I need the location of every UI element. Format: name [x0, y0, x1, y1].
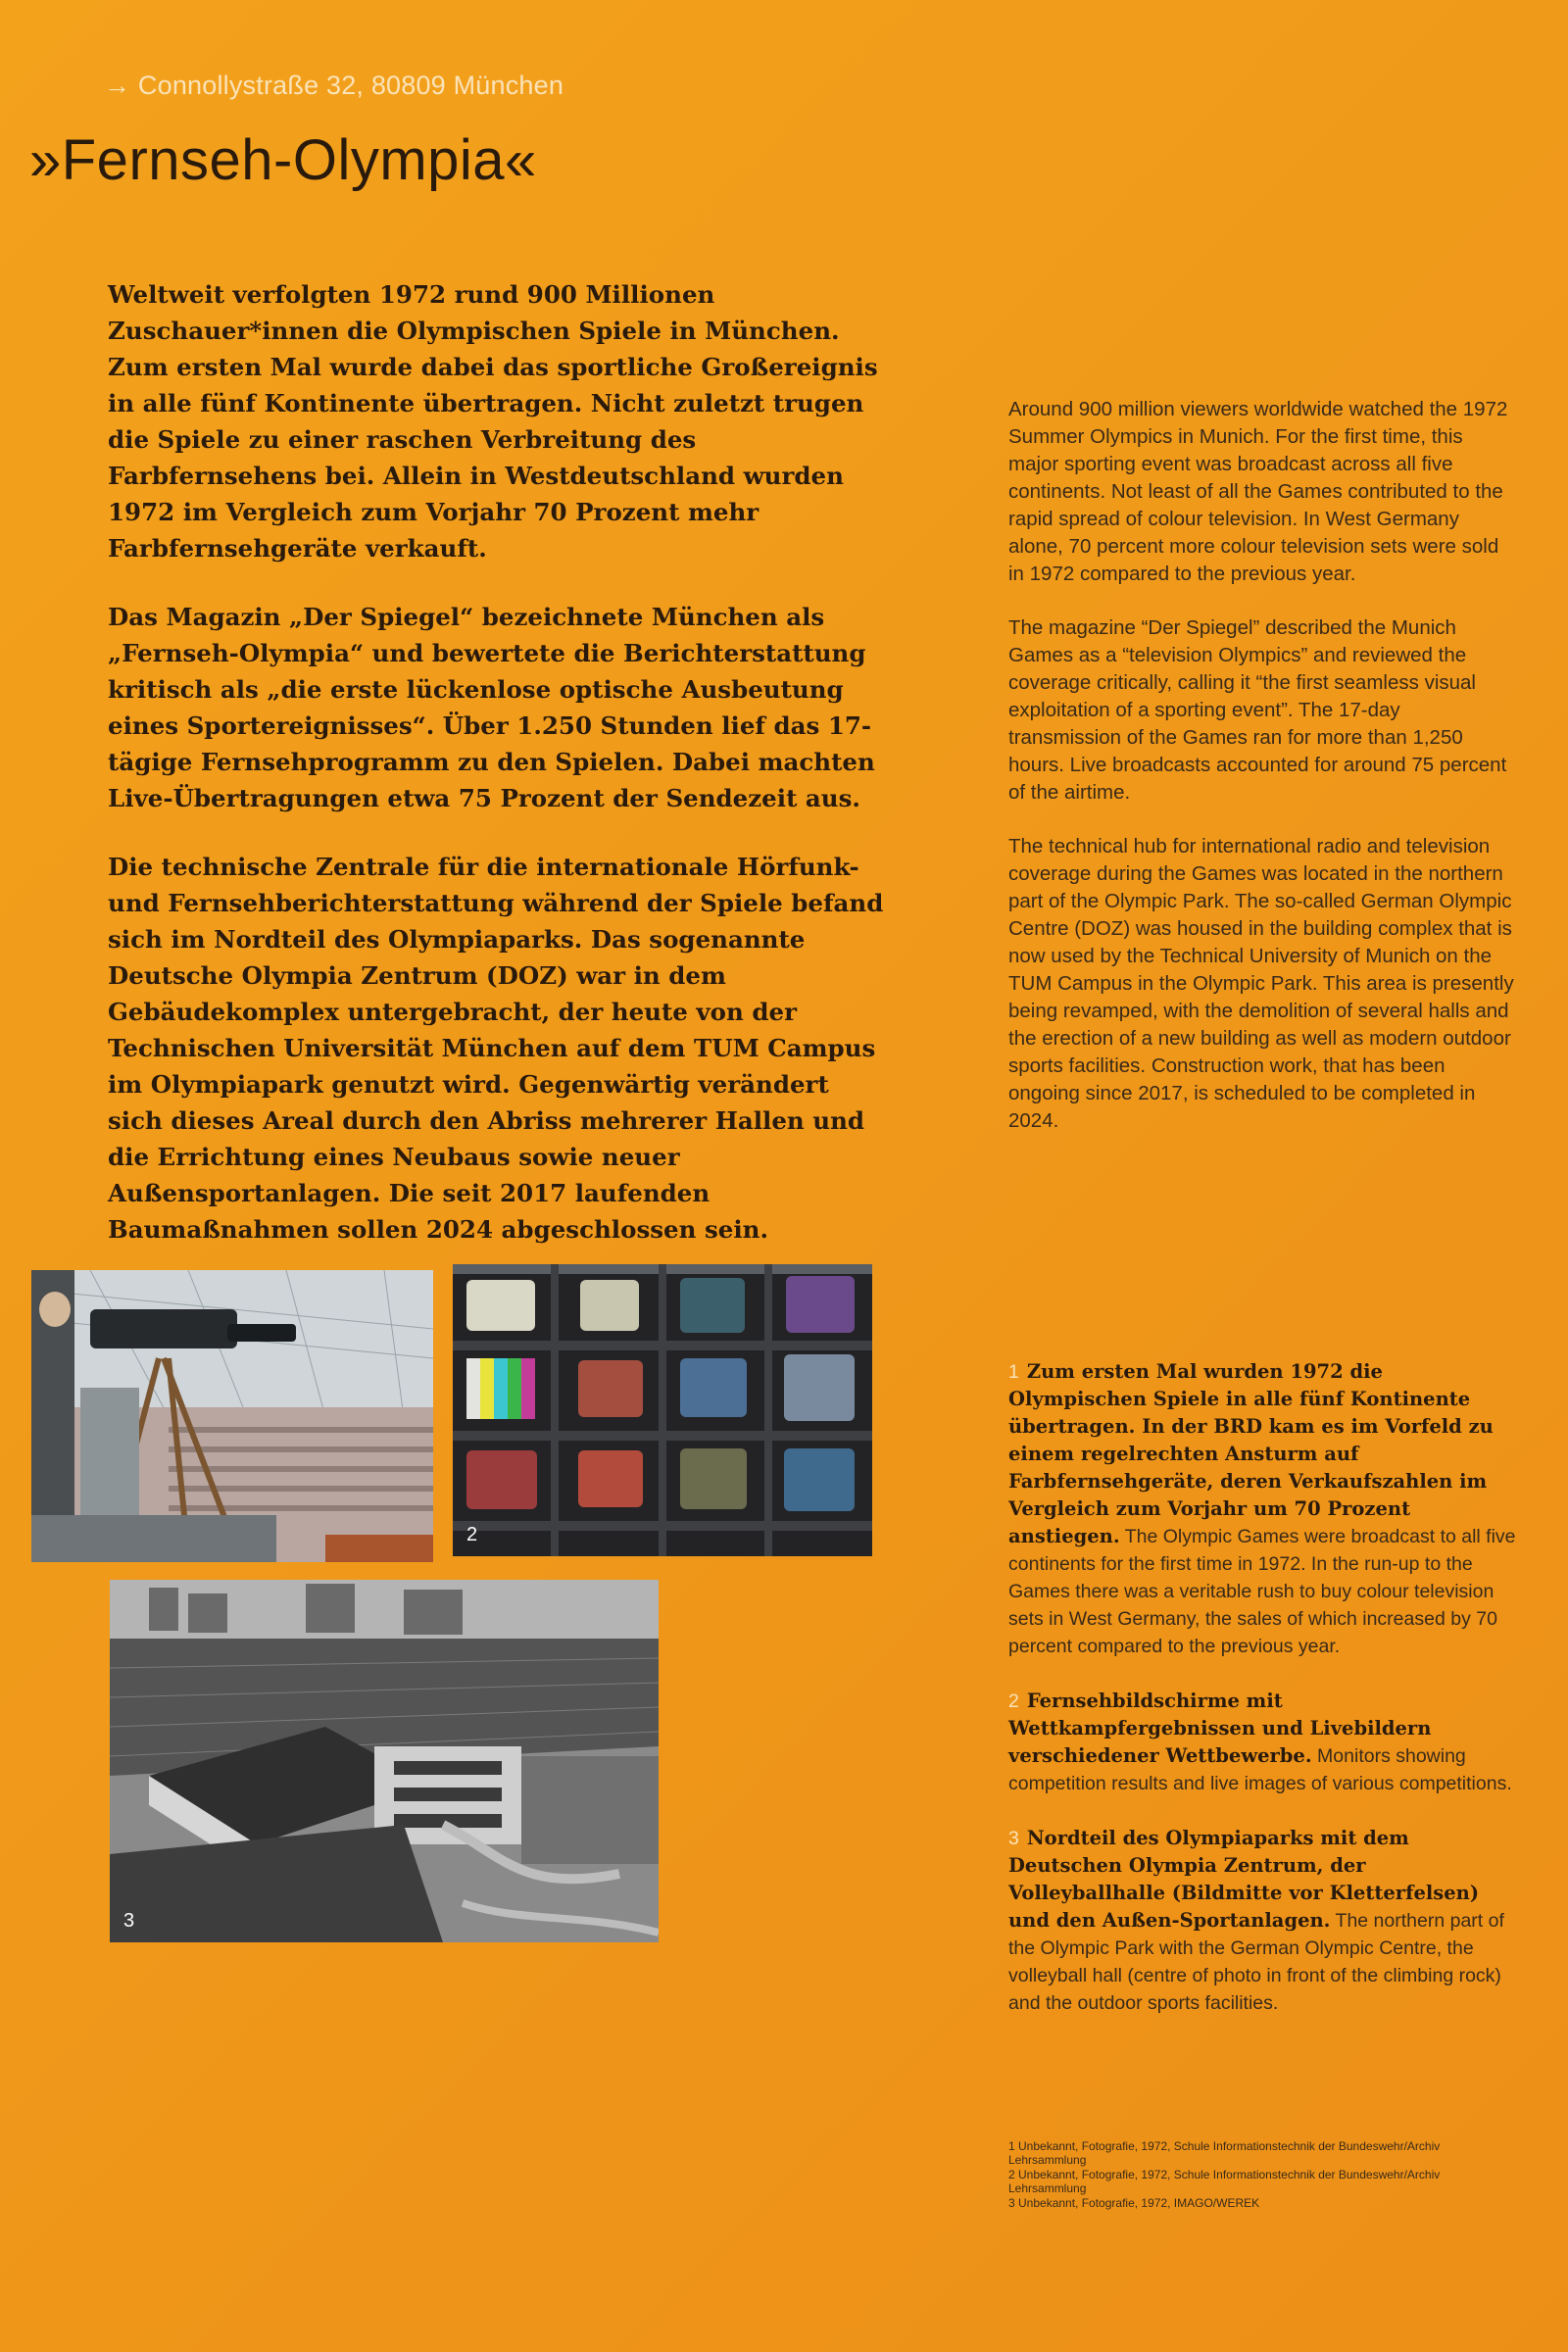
caption-2-number: 2: [1008, 1690, 1019, 1712]
caption-2-german: Fernsehbildschirme mit Wettkampfergebnissen und Livebildern verschiedener Wettbewerbe.: [1008, 1690, 1432, 1767]
photo-2-tv-monitors: [453, 1264, 872, 1556]
caption-2: [1008, 1688, 1518, 1797]
photo-3-olympic-park-aerial: [110, 1580, 659, 1942]
caption-1-number: 1: [1008, 1361, 1019, 1383]
english-paragraph-2: The magazine “Der Spiegel” described the Munich Games as a “television Olympics” and reviewed the coverage critically, calling it “the first seamless visual exploitation of a sporting event”. The 17-day transmission of the Games ran for more than 1,250 hours. Live broadcasts accounted for around 75 percent of the airtime.: [1008, 616, 1507, 804]
english-paragraph-3: The technical hub for international radio and television coverage during the Games was located in the northern part of the Olympic Park. The so-called German Olympic Centre (DOZ) was housed in the building complex that is now used by the Technical University of Munich on the TUM Campus in the Olympic Park. This area is presently being revamped, with the demolition of several halls and the erection of a new building as well as modern outdoor sports facilities. Construction work, that has been ongoing since 2017, is scheduled to be completed in 2024.: [1008, 835, 1514, 1132]
photo-2-number: 2: [466, 1524, 478, 1545]
caption-1-german: Zum ersten Mal wurden 1972 die Olympischen Spiele in alle fünf Kontinente übertragen. In der BRD kam es im Vorfeld zu einem regelrechten Ansturm auf Farbfernsehgeräte, deren Verkaufszahlen im Vergleich zum Vorjahr um 70 Prozent anstiegen.: [1008, 1360, 1494, 1547]
english-text-column: [1008, 396, 1518, 1161]
caption-3: [1008, 1825, 1518, 2017]
caption-3-number: 3: [1008, 1828, 1019, 1849]
caption-1-english: The Olympic Games were broadcast to all five continents for the first time in 1972. In the run-up to the Games there was a veritable rush to buy colour television sets in West Germany, the sales of which increased by 70 percent compared to the previous year.: [1008, 1526, 1516, 1657]
credit-3: 3 Unbekannt, Fotografie, 1972, IMAGO/WEREK: [1008, 2196, 1260, 2210]
caption-1: [1008, 1358, 1518, 1660]
german-paragraph-1: Weltweit verfolgten 1972 rund 900 Millionen Zuschauer*innen die Olympischen Spiele in München. Zum ersten Mal wurde dabei das sportliche Großereignis in alle fünf Kontinente übertragen. Nicht zuletzt trugen die Spiele zu einer raschen Verbreitung des Farbfernsehens bei. Allein in Westdeutschland wurden 1972 im Vergleich zum Vorjahr 70 Prozent mehr Farbfernsehgeräte verkauft.: [108, 280, 878, 563]
address-line: → Connollystraße 32, 80809 München: [104, 71, 564, 100]
caption-3-german: Nordteil des Olympiaparks mit dem Deutschen Olympia Zentrum, der Volleyballhalle (Bildmitte vor Kletterfelsen) und den Außen-Sportanlagen.: [1008, 1827, 1480, 1932]
page-title: »Fernseh-Olympia«: [29, 128, 537, 192]
photo-captions: [1008, 1358, 1518, 2044]
german-paragraph-2: Das Magazin „Der Spiegel“ bezeichnete München als „Fernseh-Olympia“ und bewertete die Berichterstattung kritisch als „die erste lückenlose optische Ausbeutung eines Sportereignisses“. Über 1.250 Stunden lief das 17-tägige Fernsehprogramm zu den Spielen. Dabei machten Live-Übertragungen etwa 75 Prozent der Sendezeit aus.: [108, 603, 875, 812]
caption-2-english: Monitors showing competition results and live images of various competitions.: [1008, 1745, 1512, 1794]
credit-2: 2 Unbekannt, Fotografie, 1972, Schule Informationstechnik der Bundeswehr/Archiv Lehrsammlung: [1008, 2168, 1441, 2195]
credit-1: 1 Unbekannt, Fotografie, 1972, Schule Informationstechnik der Bundeswehr/Archiv Lehrsammlung: [1008, 2139, 1441, 2167]
photo-3-number: 3: [123, 1910, 135, 1932]
english-paragraph-1: Around 900 million viewers worldwide watched the 1972 Summer Olympics in Munich. For the first time, this major sporting event was broadcast across all five continents. Not least of all the Games contributed to the rapid spread of colour television. In West Germany alone, 70 percent more colour television sets were sold in 1972 compared to the previous year.: [1008, 398, 1508, 585]
photo-1-camera-stadium: [31, 1270, 433, 1562]
german-text-column: [108, 276, 892, 1280]
german-paragraph-3: Die technische Zentrale für die internationale Hörfunk- und Fernsehberichterstattung während der Spiele befand sich im Nordteil des Olympiaparks. Das sogenannte Deutsche Olympia Zentrum (DOZ) war in dem Gebäudekomplex untergebracht, der heute von der Technischen Universität München auf dem TUM Campus im Olympiapark genutzt wird. Gegenwärtig verändert sich dieses Areal durch den Abriss mehrerer Hallen und die Errichtung eines Neubaus sowie neuer Außensportanlagen. Die seit 2017 laufenden Baumaßnahmen sollen 2024 abgeschlossen sein.: [108, 853, 884, 1244]
photo-credits: [1008, 2139, 1518, 2211]
caption-3-english: The northern part of the Olympic Park with the German Olympic Centre, the volleyball hall (centre of photo in front of the climbing rock) and the outdoor sports facilities.: [1008, 1910, 1504, 2014]
